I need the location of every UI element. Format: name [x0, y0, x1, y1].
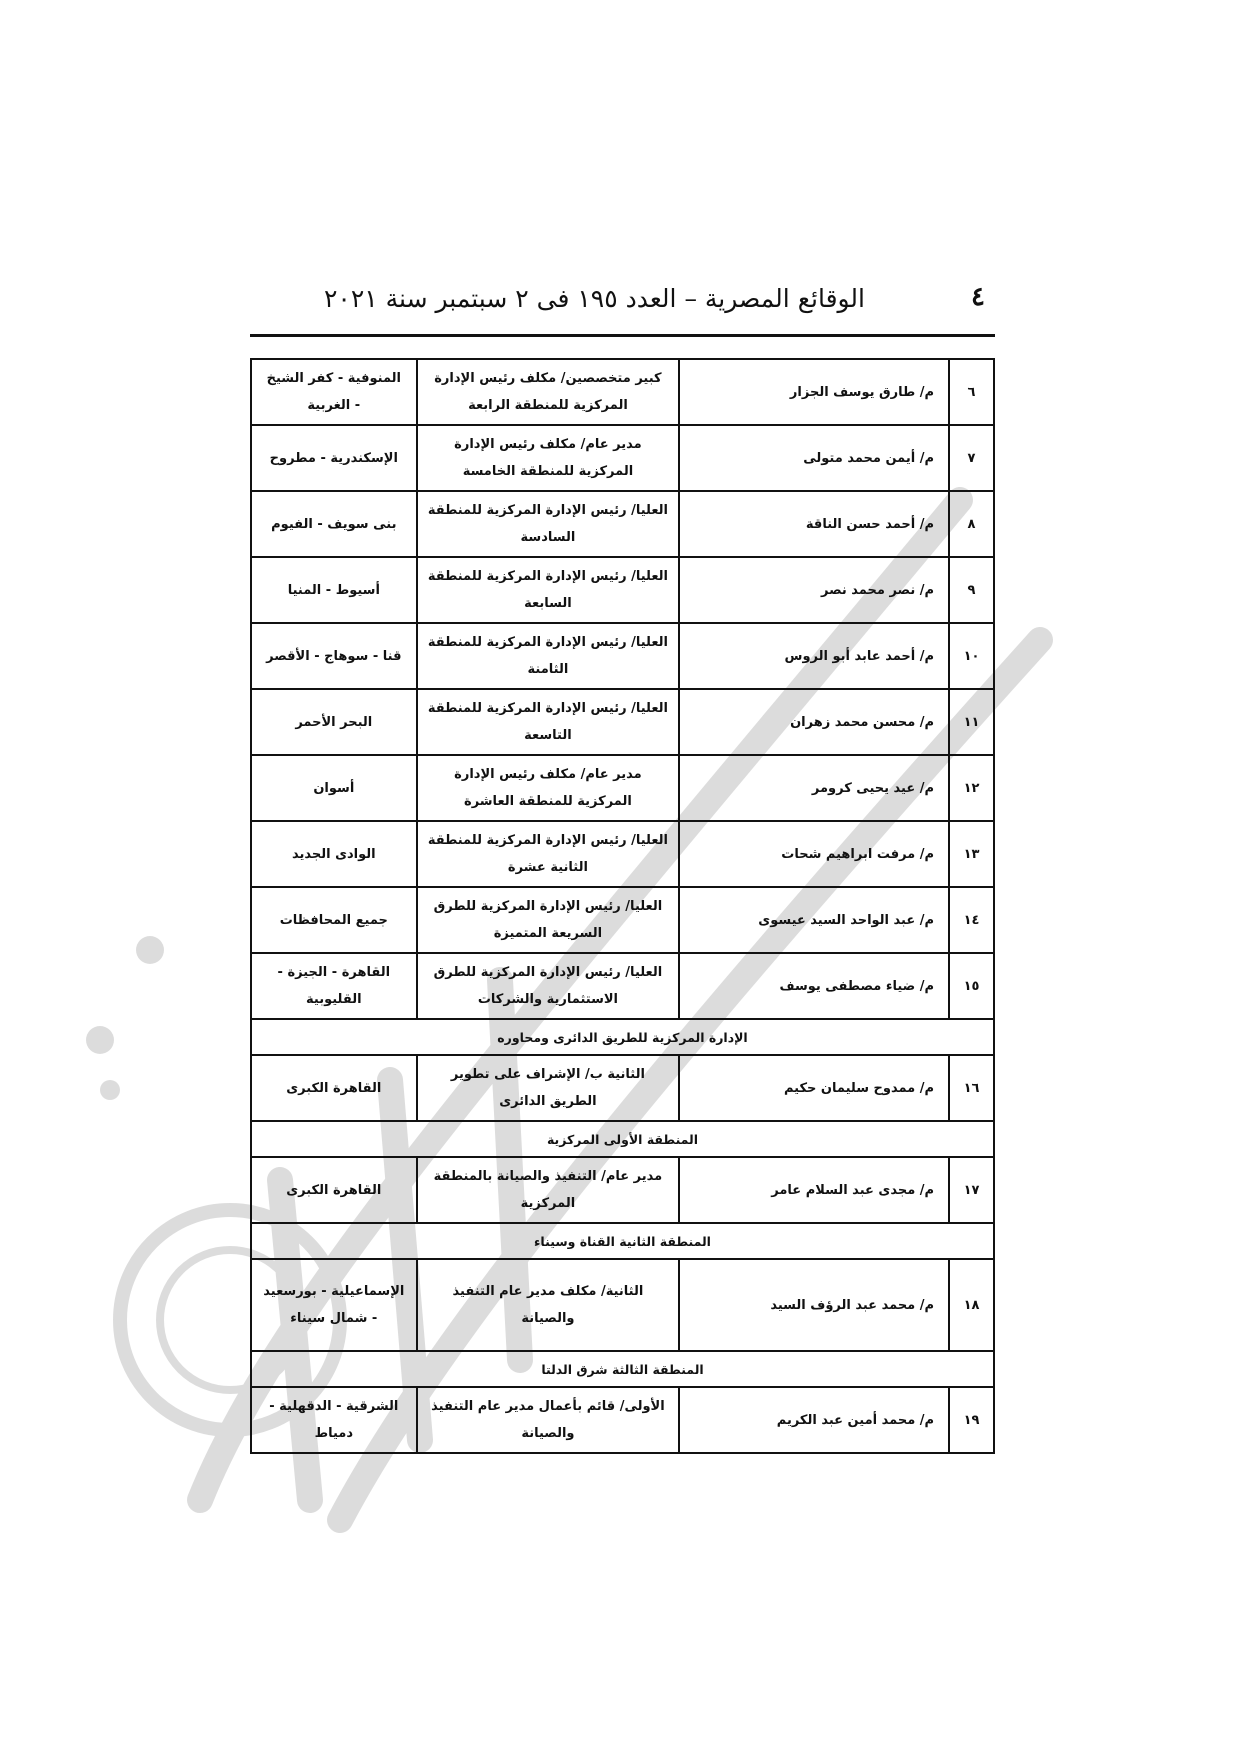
row-number: ١٠	[949, 623, 994, 689]
row-name: م/ أحمد عابد أبو الروس	[679, 623, 949, 689]
row-job-title: العليا/ رئيس الإدارة المركزية للمنطقة الثامنة	[417, 623, 680, 689]
table-row	[251, 425, 994, 491]
table-row	[251, 359, 994, 425]
page-title: الوقائع المصرية – العدد ١٩٥ فى ٢ سبتمبر سنة ٢٠٢١	[323, 284, 865, 313]
row-name: م/ مرفت ابراهيم شحات	[679, 821, 949, 887]
row-job-title: مدير عام/ التنفيذ والصيانة بالمنطقة المركزية	[417, 1157, 680, 1223]
row-name: م/ أحمد حسن الناقة	[679, 491, 949, 557]
page-header	[250, 282, 995, 322]
row-number: ١٧	[949, 1157, 994, 1223]
table-row	[251, 953, 994, 1019]
row-number: ١٢	[949, 755, 994, 821]
row-area: الإسكندرية - مطروح	[251, 425, 417, 491]
row-job-title: الأولى/ قائم بأعمال مدير عام التنفيذ والصيانة	[417, 1387, 680, 1453]
row-name: م/ مجدى عبد السلام عامر	[679, 1157, 949, 1223]
table-row	[251, 887, 994, 953]
row-name: م/ طارق يوسف الجزار	[679, 359, 949, 425]
row-area: المنوفية - كفر الشيخ - الغربية	[251, 359, 417, 425]
row-name: م/ نصر محمد نصر	[679, 557, 949, 623]
row-number: ١١	[949, 689, 994, 755]
row-name: م/ ضياء مصطفى يوسف	[679, 953, 949, 1019]
row-number: ٨	[949, 491, 994, 557]
row-job-title: العليا/ رئيس الإدارة المركزية للمنطقة السابعة	[417, 557, 680, 623]
row-job-title: العليا/ رئيس الإدارة المركزية للطرق السريعة المتميزة	[417, 887, 680, 953]
row-area: الوادى الجديد	[251, 821, 417, 887]
row-area: القاهرة - الجيزة - القليوبية	[251, 953, 417, 1019]
table-row	[251, 623, 994, 689]
table-row	[251, 821, 994, 887]
row-number: ١٤	[949, 887, 994, 953]
section-title: المنطقة الثالثة شرق الدلتا	[251, 1351, 994, 1387]
row-area: أسيوط - المنيا	[251, 557, 417, 623]
table-row	[251, 1157, 994, 1223]
row-area: القاهرة الكبرى	[251, 1055, 417, 1121]
row-name: م/ محمد عبد الرؤف السيد	[679, 1259, 949, 1351]
page-number: ٤	[971, 282, 985, 312]
row-area: بنى سويف - الفيوم	[251, 491, 417, 557]
section-title: المنطقة الأولى المركزية	[251, 1121, 994, 1157]
row-job-title: العليا/ رئيس الإدارة المركزية للمنطقة السادسة	[417, 491, 680, 557]
row-job-title: العليا/ رئيس الإدارة المركزية للطرق الاستثمارية والشركات	[417, 953, 680, 1019]
table-row	[251, 1055, 994, 1121]
row-number: ١٥	[949, 953, 994, 1019]
table-row	[251, 491, 994, 557]
row-number: ٦	[949, 359, 994, 425]
table-row	[251, 1387, 994, 1453]
section-title: الإدارة المركزية للطريق الدائرى ومحاوره	[251, 1019, 994, 1055]
row-name: م/ محسن محمد زهران	[679, 689, 949, 755]
section-row	[251, 1351, 994, 1387]
table-row	[251, 557, 994, 623]
section-row	[251, 1223, 994, 1259]
row-name: م/ ممدوح سليمان حكيم	[679, 1055, 949, 1121]
row-job-title: مدير عام/ مكلف رئيس الإدارة المركزية للمنطقة الخامسة	[417, 425, 680, 491]
row-area: الشرقية - الدقهلية - دمياط	[251, 1387, 417, 1453]
row-area: قنا - سوهاج - الأقصر	[251, 623, 417, 689]
row-job-title: مدير عام/ مكلف رئيس الإدارة المركزية للمنطقة العاشرة	[417, 755, 680, 821]
row-area: القاهرة الكبرى	[251, 1157, 417, 1223]
row-job-title: العليا/ رئيس الإدارة المركزية للمنطقة التاسعة	[417, 689, 680, 755]
row-name: م/ محمد أمين عبد الكريم	[679, 1387, 949, 1453]
row-number: ١٨	[949, 1259, 994, 1351]
row-area: جميع المحافظات	[251, 887, 417, 953]
table-row	[251, 1259, 994, 1351]
row-area: الإسماعيلية - بورسعيد - شمال سيناء	[251, 1259, 417, 1351]
section-row	[251, 1019, 994, 1055]
row-job-title: الثانية ب/ الإشراف على تطوير الطريق الدائرى	[417, 1055, 680, 1121]
row-job-title: الثانية/ مكلف مدير عام التنفيذ والصيانة	[417, 1259, 680, 1351]
section-row	[251, 1121, 994, 1157]
row-number: ٧	[949, 425, 994, 491]
row-number: ١٩	[949, 1387, 994, 1453]
row-name: م/ عيد يحيى كرومر	[679, 755, 949, 821]
row-job-title: العليا/ رئيس الإدارة المركزية للمنطقة الثانية عشرة	[417, 821, 680, 887]
appointments-table	[250, 358, 995, 1454]
row-number: ١٦	[949, 1055, 994, 1121]
row-name: م/ أيمن محمد متولى	[679, 425, 949, 491]
row-number: ٩	[949, 557, 994, 623]
row-area: البحر الأحمر	[251, 689, 417, 755]
header-rule	[250, 334, 995, 337]
row-area: أسوان	[251, 755, 417, 821]
row-number: ١٣	[949, 821, 994, 887]
section-title: المنطقة الثانية القناة وسيناء	[251, 1223, 994, 1259]
row-name: م/ عبد الواحد السيد عيسوى	[679, 887, 949, 953]
table-row	[251, 689, 994, 755]
table-row	[251, 755, 994, 821]
row-job-title: كبير متخصصين/ مكلف رئيس الإدارة المركزية للمنطقة الرابعة	[417, 359, 680, 425]
